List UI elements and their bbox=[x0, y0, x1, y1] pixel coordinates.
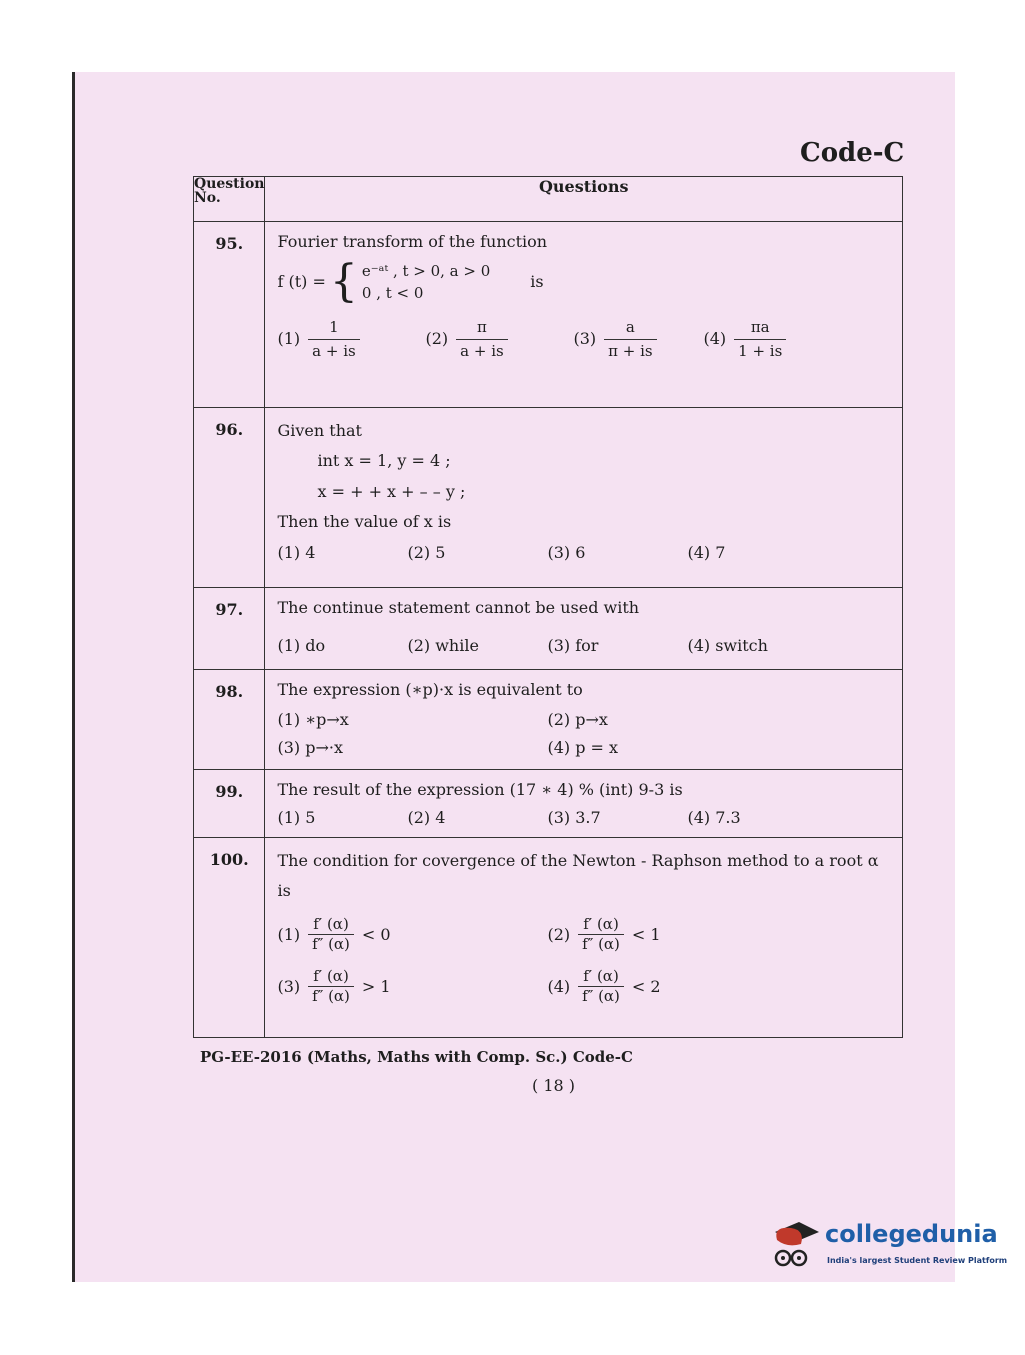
question-text: The condition for covergence of the Newton - Raphson method to a root α is bbox=[277, 851, 879, 901]
question-body bbox=[265, 770, 903, 838]
denominator: f″ (α) bbox=[308, 934, 354, 955]
denominator: f″ (α) bbox=[578, 934, 624, 955]
question-number: 98. bbox=[194, 670, 265, 770]
option-3: (3) for bbox=[547, 636, 599, 655]
graduate-mascot-icon bbox=[765, 1218, 821, 1276]
question-row-96 bbox=[194, 408, 903, 588]
option-3: (3) 6 bbox=[547, 542, 586, 562]
question-row-95 bbox=[194, 222, 903, 408]
options bbox=[277, 634, 892, 658]
denominator: π + is bbox=[604, 339, 656, 363]
denominator: f″ (α) bbox=[578, 986, 624, 1007]
piecewise-row-1: e⁻ᵃᵗ , t > 0, a > 0 bbox=[361, 262, 491, 280]
denominator: a + is bbox=[308, 339, 360, 363]
option-label: (1) bbox=[277, 924, 301, 944]
brand-logo[interactable] bbox=[765, 1218, 1008, 1278]
option-label: (3) bbox=[573, 329, 597, 348]
denominator: 1 + is bbox=[734, 339, 786, 363]
brand-tagline: India's largest Student Review Platform bbox=[827, 1256, 1008, 1265]
brand-name: collegedunia bbox=[825, 1220, 998, 1248]
piecewise-row-2: 0 , t < 0 bbox=[361, 284, 424, 302]
question-body bbox=[265, 838, 903, 1038]
option-2: (2) 4 bbox=[407, 808, 446, 827]
col-header-number: Question No. bbox=[194, 177, 265, 222]
denominator: f″ (α) bbox=[308, 986, 354, 1007]
code-line-2: x = + + x + – – y ; bbox=[317, 481, 466, 501]
question-row-99 bbox=[194, 770, 903, 838]
question-text: The continue statement cannot be used with bbox=[277, 598, 640, 617]
question-text: The expression (∗p)·x is equivalent to bbox=[277, 680, 583, 699]
options bbox=[277, 915, 892, 1007]
option-label: (4) bbox=[547, 976, 571, 996]
numerator: π bbox=[476, 318, 487, 336]
relation: > 1 bbox=[361, 976, 391, 996]
option-4: (4) p = x bbox=[547, 738, 619, 757]
question-row-97 bbox=[194, 588, 903, 670]
question-row-98 bbox=[194, 670, 903, 770]
question-body bbox=[265, 670, 903, 770]
option-2 bbox=[425, 316, 573, 362]
question-table bbox=[193, 176, 903, 1038]
numerator: f′ (α) bbox=[313, 966, 349, 985]
page-number: ( 18 ) bbox=[532, 1076, 576, 1095]
table-header-row bbox=[194, 177, 903, 222]
option-3: (3) p→·x bbox=[277, 738, 343, 757]
option-4: (4) 7.3 bbox=[687, 808, 741, 827]
numerator: f′ (α) bbox=[583, 914, 619, 933]
option-4: (4) switch bbox=[687, 636, 768, 655]
piecewise-function bbox=[277, 256, 491, 307]
option-label: (3) bbox=[277, 976, 301, 996]
option-2: (2) 5 bbox=[407, 542, 446, 562]
col-header-questions: Questions bbox=[265, 177, 903, 222]
option-4 bbox=[703, 316, 786, 362]
relation: < 1 bbox=[631, 924, 661, 944]
question-body bbox=[265, 408, 903, 588]
code-line-1: int x = 1, y = 4 ; bbox=[317, 451, 451, 471]
option-3 bbox=[277, 967, 547, 1007]
numerator: f′ (α) bbox=[313, 914, 349, 933]
question-row-100 bbox=[194, 838, 903, 1038]
question-number: 97. bbox=[194, 588, 265, 670]
options bbox=[277, 538, 892, 568]
question-number: 100. bbox=[194, 838, 265, 1038]
option-2: (2) while bbox=[407, 636, 479, 655]
option-label: (4) bbox=[703, 329, 727, 348]
question-text: Given that bbox=[277, 421, 362, 440]
numerator: 1 bbox=[329, 318, 339, 336]
option-3 bbox=[573, 316, 703, 362]
option-1: (1) do bbox=[277, 636, 326, 655]
option-1 bbox=[277, 915, 547, 955]
question-number: 99. bbox=[194, 770, 265, 838]
numerator: a bbox=[625, 318, 635, 336]
relation: < 2 bbox=[631, 976, 661, 996]
function-lhs: f (t) = bbox=[277, 272, 326, 291]
options bbox=[277, 316, 892, 362]
option-label: (2) bbox=[547, 924, 571, 944]
question-number: 96. bbox=[194, 408, 265, 588]
option-2 bbox=[547, 915, 817, 955]
option-3: (3) 3.7 bbox=[547, 808, 601, 827]
paper-footer: PG-EE-2016 (Maths, Maths with Comp. Sc.) Code-C bbox=[200, 1048, 633, 1066]
paper-code: Code-C bbox=[800, 138, 905, 168]
options bbox=[277, 806, 892, 830]
options bbox=[277, 708, 892, 760]
numerator: πa bbox=[750, 318, 770, 336]
question-text: Fourier transform of the function bbox=[277, 232, 548, 251]
option-1: (1) 4 bbox=[277, 542, 316, 562]
option-2: (2) p→x bbox=[547, 710, 608, 729]
denominator: a + is bbox=[456, 339, 508, 363]
option-label: (2) bbox=[425, 329, 449, 348]
numerator: f′ (α) bbox=[583, 966, 619, 985]
option-1: (1) 5 bbox=[277, 808, 316, 827]
brace-symbol: { bbox=[329, 256, 358, 307]
option-1 bbox=[277, 316, 425, 362]
option-4: (4) 7 bbox=[687, 542, 726, 562]
question-text-2: Then the value of x is bbox=[277, 512, 452, 532]
question-text: The result of the expression (17 ∗ 4) % (int) 9-3 is bbox=[277, 780, 683, 799]
option-1: (1) ∗p→x bbox=[277, 710, 349, 729]
question-body bbox=[265, 588, 903, 670]
question-number: 95. bbox=[194, 222, 265, 408]
option-4 bbox=[547, 967, 817, 1007]
relation: < 0 bbox=[361, 924, 391, 944]
is-text: is bbox=[530, 272, 544, 291]
option-label: (1) bbox=[277, 329, 301, 348]
question-body bbox=[265, 222, 903, 408]
